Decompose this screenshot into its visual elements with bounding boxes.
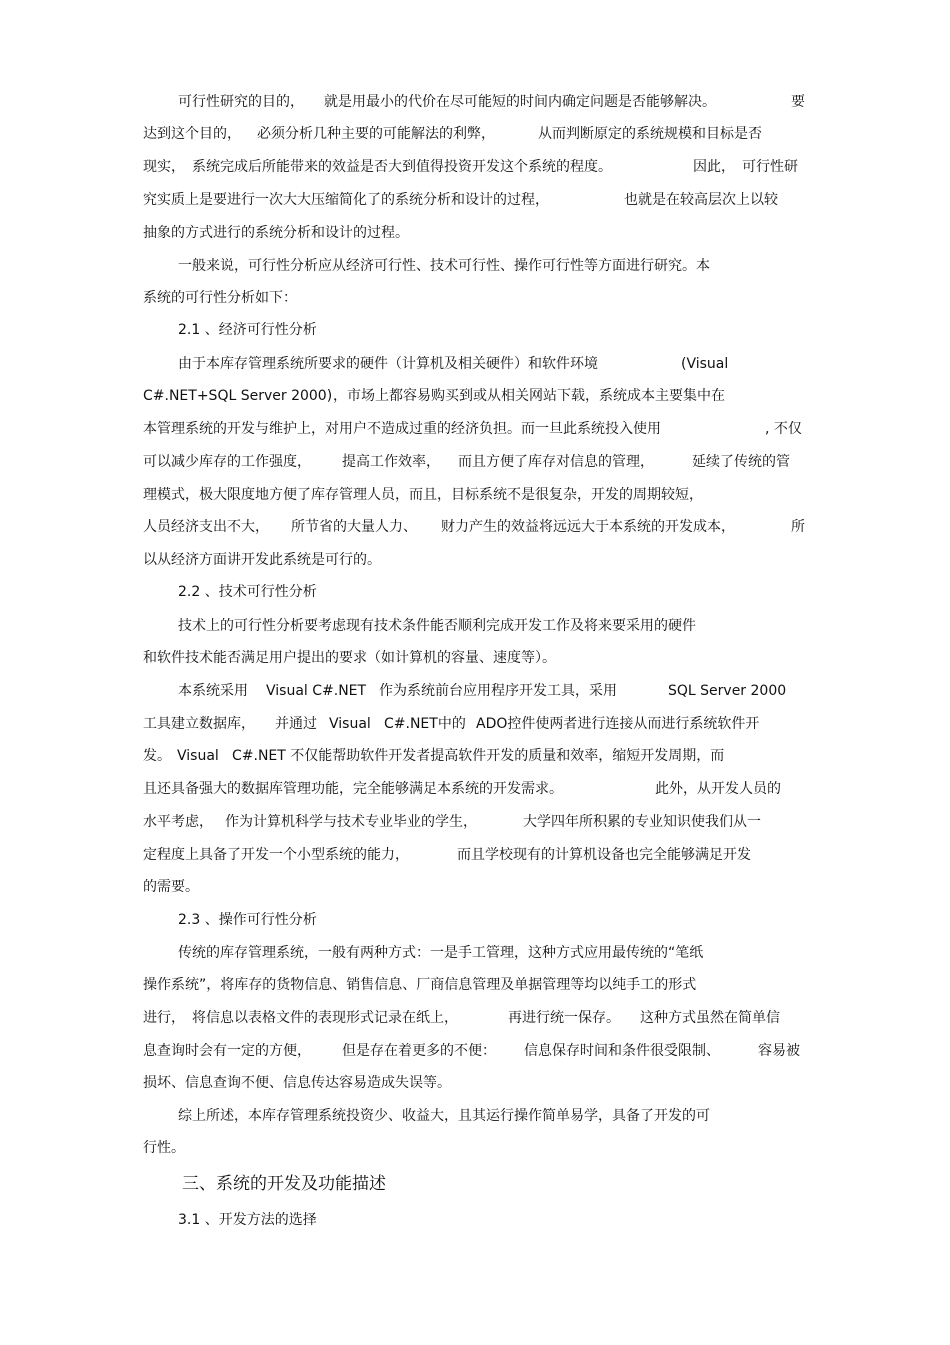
text-segment: 这种方式虽然在简单信 xyxy=(640,1010,780,1026)
text-segment: 大学四年所积累的专业知识使我们从一 xyxy=(523,814,761,830)
text-segment: 工具建立数据库， xyxy=(143,716,255,732)
text-line: 操作系统”，将库存的货物信息、销售信息、厂商信息管理及单据管理等均以纯手工的形式 xyxy=(143,977,697,993)
text-segment: , 不仅 xyxy=(765,421,802,437)
subsection-heading: 3.1 、开发方法的选择 xyxy=(178,1212,317,1228)
text-segment: 进行， xyxy=(143,1010,185,1026)
text-segment: 延续了传统的管 xyxy=(692,454,790,470)
subsection-heading: 2.3 、操作可行性分析 xyxy=(178,912,317,928)
text-line: 传统的库存管理系统，一般有两种方式：一是手工管理，这种方式应用最传统的“笔纸 xyxy=(178,945,704,961)
text-segment: 要 xyxy=(791,94,805,110)
text-segment: 容易被 xyxy=(758,1043,800,1059)
text-segment: 作为计算机科学与技术专业毕业的学生， xyxy=(225,814,477,830)
text-segment: 水平考虑， xyxy=(143,814,213,830)
text-segment: 将信息以表格文件的表现形式记录在纸上， xyxy=(192,1010,458,1026)
text-segment: 也就是在较高层次上以较 xyxy=(624,192,778,208)
text-segment: (Visual xyxy=(681,356,729,372)
text-segment: Visual xyxy=(177,748,219,764)
text-line: 抽象的方式进行的系统分析和设计的过程。 xyxy=(143,225,409,241)
text-segment: 达到这个目的， xyxy=(143,126,241,142)
text-segment: 可行性研究的目的， xyxy=(178,94,304,110)
text-segment: 而且学校现有的计算机设备也完全能够满足开发 xyxy=(457,847,751,863)
text-line: 以从经济方面讲开发此系统是可行的。 xyxy=(143,552,381,568)
text-segment: 提高工作效率， xyxy=(342,454,440,470)
text-segment: Visual C#.NET xyxy=(266,683,367,699)
text-segment: ADO控件使两者进行连接从而进行系统软件开 xyxy=(476,716,760,732)
text-segment: 信息保存时间和条件很受限制、 xyxy=(524,1043,720,1059)
text-segment: 因此， xyxy=(693,159,735,175)
text-line: 一般来说，可行性分析应从经济可行性、技术可行性、操作可行性等方面进行研究。本 xyxy=(178,258,710,274)
text-segment: 而且方便了库存对信息的管理， xyxy=(458,454,654,470)
text-segment: 并通过 xyxy=(275,716,317,732)
text-segment: 所 xyxy=(791,519,805,535)
text-line: 行性。 xyxy=(143,1140,185,1156)
text-segment: 此外，从开发人员的 xyxy=(655,781,781,797)
subsection-heading: 2.1 、经济可行性分析 xyxy=(178,322,317,338)
text-segment: 发。 xyxy=(143,748,171,764)
text-segment: 可行性研 xyxy=(742,159,798,175)
text-segment: 从而判断原定的系统规模和目标是否 xyxy=(538,126,762,142)
text-segment: C#.NET+SQL Server 2000) xyxy=(143,388,333,404)
text-segment: 必须分析几种主要的可能解法的利弊， xyxy=(257,126,495,142)
text-segment: C#.NET中的 xyxy=(384,716,466,732)
text-segment: 就是用最小的代价在尽可能短的时间内确定问题是否能够解决。 xyxy=(324,94,716,110)
text-segment: Visual xyxy=(329,716,371,732)
text-segment: 人员经济支出不大， xyxy=(143,519,269,535)
text-segment: ，市场上都容易购买到或从相关网站下载，系统成本主要集中在 xyxy=(333,388,725,404)
text-segment: 可以减少库存的工作强度， xyxy=(143,454,311,470)
text-line: 和软件技术能否满足用户提出的要求（如计算机的容量、速度等）。 xyxy=(143,650,556,666)
text-line: 技术上的可行性分析要考虑现有技术条件能否顺利完成开发工作及将来要采用的硬件 xyxy=(178,618,696,634)
text-segment: 作为系统前台应用程序开发工具，采用 xyxy=(379,683,617,699)
text-segment: 系统完成后所能带来的效益是否大到值得投资开发这个系统的程度。 xyxy=(192,159,612,175)
text-segment: 但是存在着更多的不便： xyxy=(342,1043,496,1059)
text-segment: 且还具备强大的数据库管理功能，完全能够满足本系统的开发需求。 xyxy=(143,781,563,797)
section-heading: 三、系统的开发及功能描述 xyxy=(182,1174,386,1194)
text-line: 的需要。 xyxy=(143,879,199,895)
text-segment: 所节省的大量人力、 xyxy=(291,519,417,535)
text-segment: 息查询时会有一定的方便， xyxy=(143,1043,311,1059)
text-segment: 财力产生的效益将远远大于本系统的开发成本， xyxy=(441,519,735,535)
text-segment: 本管理系统的开发与维护上，对用户不造成过重的经济负担。而一旦此系统投入使用 xyxy=(143,421,661,437)
text-line: 系统的可行性分析如下： xyxy=(143,290,297,306)
text-segment: 本系统采用 xyxy=(178,683,248,699)
text-segment: 再进行统一保存。 xyxy=(508,1010,620,1026)
text-segment: 究实质上是要进行一次大大压缩简化了的系统分析和设计的过程， xyxy=(143,192,549,208)
text-segment: 定程度上具备了开发一个小型系统的能力， xyxy=(143,847,409,863)
text-segment: SQL Server 2000 xyxy=(668,683,787,699)
text-line: 损坏、信息查询不便、信息传达容易造成失误等。 xyxy=(143,1075,451,1091)
subsection-heading: 2.2 、技术可行性分析 xyxy=(178,584,317,600)
text-line: 理模式，极大限度地方便了库存管理人员，而且，目标系统不是很复杂，开发的周期较短， xyxy=(143,487,703,503)
text-segment: 由于本库存管理系统所要求的硬件（计算机及相关硬件）和软件环境 xyxy=(178,356,598,372)
text-segment: C#.NET 不仅能帮助软件开发者提高软件开发的质量和效率，缩短开发周期，而 xyxy=(232,748,725,764)
text-line: 综上所述，本库存管理系统投资少、收益大，且其运行操作简单易学，具备了开发的可 xyxy=(178,1108,710,1124)
text-segment: 现实， xyxy=(143,159,185,175)
